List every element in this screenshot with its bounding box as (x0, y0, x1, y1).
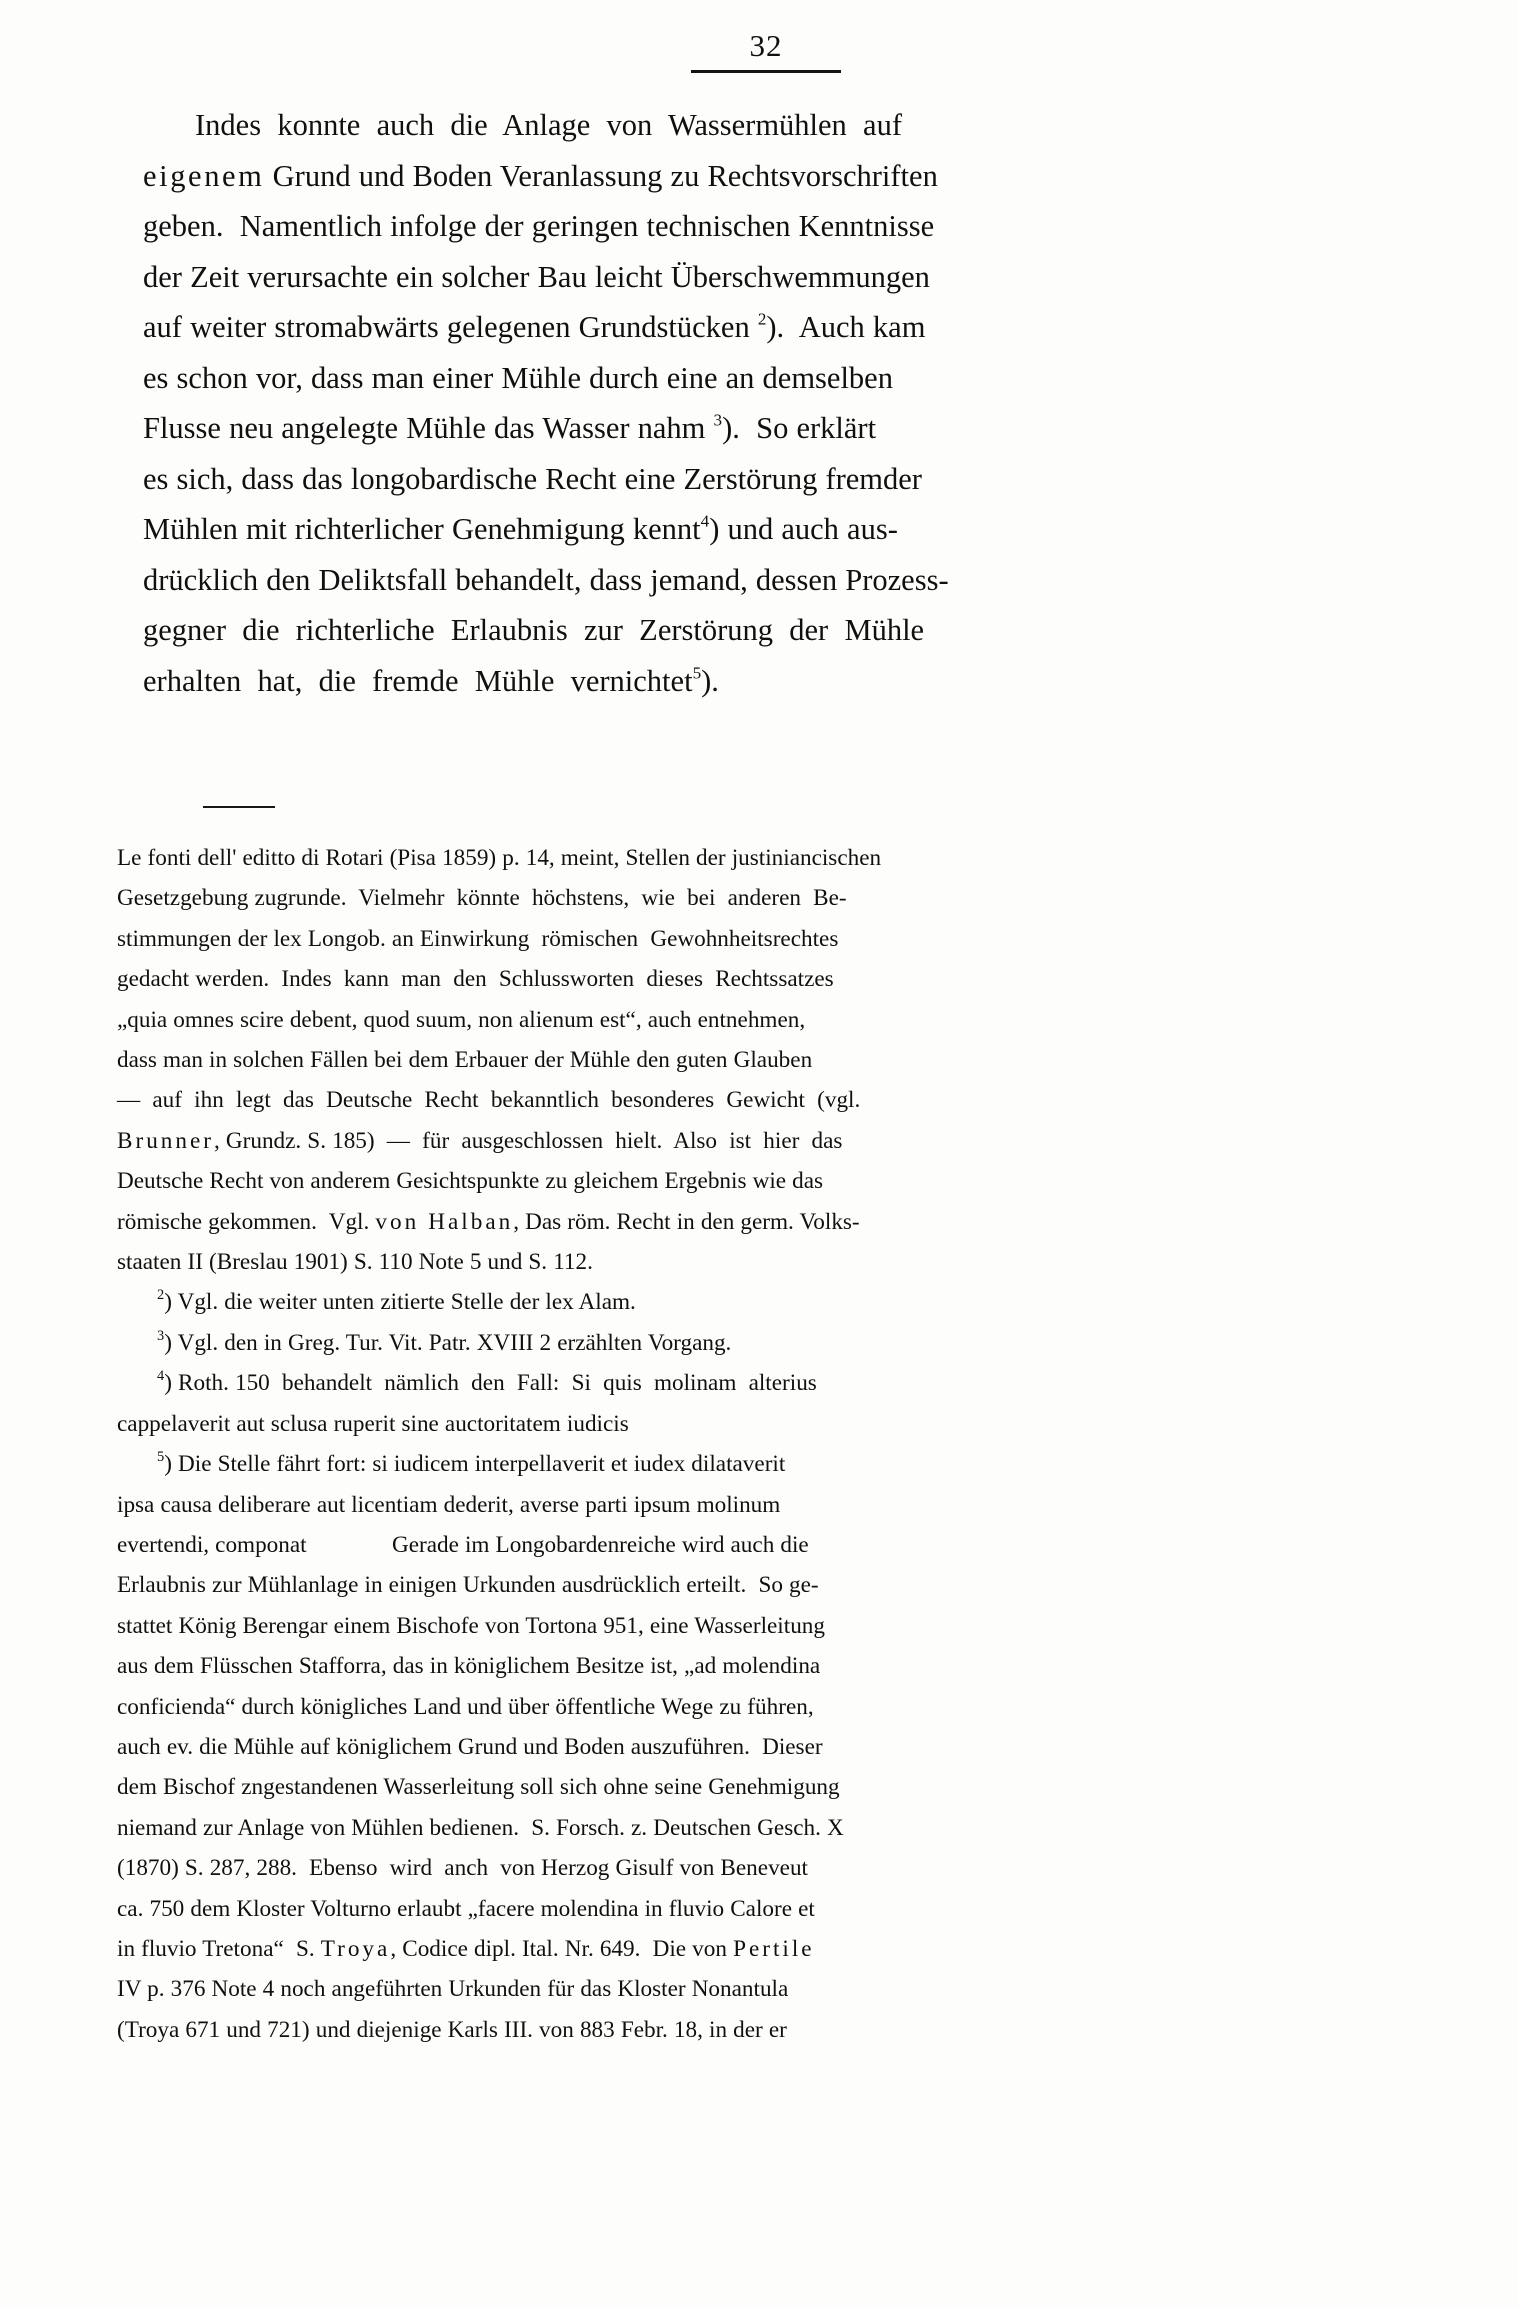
footnote-line: „quia omnes scire debent, quod suum, non alienum est“, auch entnehmen, (117, 1006, 806, 1033)
footnote-marker-3[interactable]: 3 (713, 410, 723, 430)
footnote-number-5: 5 (157, 1449, 165, 1466)
emphasized-name: Brunner (117, 1127, 214, 1154)
body-line: es schon vor, dass man einer Mühle durch eine an demselben (143, 360, 893, 395)
footnote-line: cappelaverit aut sclusa ruperit sine auctoritatem iudicis (117, 1410, 629, 1437)
emphasized-name: Troya (320, 1935, 391, 1962)
footnote-5 (117, 1444, 935, 2050)
footnote-line: auch ev. die Mühle auf königlichem Grund und Boden auszuführen. Dieser (117, 1733, 823, 1760)
emphasized-name: Pertile (733, 1935, 815, 1962)
footnote-line: Deutsche Recht von anderem Gesichtspunkte zu gleichem Ergebnis wie das (117, 1168, 824, 1195)
body-line: auf weiter stromabwärts gelegenen Grundstücken $^2$). Auch kam (143, 309, 926, 344)
footnote-line: $^5$) Die Stelle fährt fort: si iudicem interpellaverit et iudex dilataverit (157, 1449, 786, 1478)
body-paragraph (143, 100, 949, 706)
footnote-1 (117, 838, 935, 1282)
footnote-line: (Troya 671 und 721) und diejenige Karls III. von 883 Febr. 18, in der er (117, 2016, 787, 2043)
footnotes-block (117, 838, 935, 2050)
footnote-marker-4[interactable]: 4 (700, 511, 710, 531)
footnote-number-4: 4 (157, 1368, 165, 1385)
body-line: eigenem Grund und Boden Veranlassung zu Rechtsvorschriften (143, 158, 938, 193)
header-rule (691, 70, 841, 73)
body-line: Indes konnte auch die Anlage von Wassermühlen auf (195, 108, 902, 142)
footnote-line: dass man in solchen Fällen bei dem Erbauer der Mühle den guten Glauben (117, 1047, 813, 1074)
footnote-number-3: 3 (157, 1327, 165, 1344)
footnote-line: evertendi, componat Gerade im Longobardenreiche wird auch die (117, 1531, 809, 1558)
footnote-line: Erlaubnis zur Mühlanlage in einigen Urkunden ausdrücklich erteilt. So ge- (117, 1572, 819, 1599)
footnote-marker-5[interactable]: 5 (692, 663, 702, 683)
body-line: erhalten hat, die fremde Mühle vernichtet$^5$). (143, 663, 719, 698)
footnote-number-2: 2 (157, 1287, 165, 1304)
footnote-2 (117, 1282, 935, 1322)
footnote-line: IV p. 376 Note 4 noch angeführten Urkunden für das Kloster Nonantula (117, 1976, 789, 2003)
footnote-line: ipsa causa deliberare aut licentiam dederit, averse parti ipsum molinum (117, 1491, 781, 1518)
body-line: drücklich den Deliktsfall behandelt, dass jemand, dessen Prozess- (143, 562, 949, 597)
footnote-line: ca. 750 dem Kloster Volturno erlaubt „facere molendina in fluvio Calore et (117, 1895, 815, 1922)
footnote-4 (117, 1363, 935, 1444)
footnote-line: römische gekommen. Vgl. von Halban, Das röm. Recht in den germ. Volks- (117, 1208, 860, 1235)
footnote-line: Gesetzgebung zugrunde. Vielmehr könnte höchstens, wie bei anderen Be- (117, 885, 847, 912)
emphasized-word: eigenem (143, 158, 265, 193)
footnote-line: stimmungen der lex Longob. an Einwirkung römischen Gewohnheitsrechtes (117, 925, 839, 952)
footnote-marker-2[interactable]: 2 (757, 309, 767, 329)
body-line: der Zeit verursachte ein solcher Bau leicht Überschwemmungen (143, 259, 930, 294)
body-text-block (143, 100, 949, 706)
footnote-line: $^3$) Vgl. den in Greg. Tur. Vit. Patr. XVIII 2 erzählten Vorgang. (157, 1327, 732, 1356)
footnote-line: niemand zur Anlage von Mühlen bedienen. S. Forsch. z. Deutschen Gesch. X (117, 1814, 844, 1841)
emphasized-name: von Halban (375, 1208, 514, 1235)
footnote-line: stattet König Berengar einem Bischofe von Tortona 951, eine Wasserleitung (117, 1612, 825, 1639)
footnote-line: staaten II (Breslau 1901) S. 110 Note 5 und S. 112. (117, 1249, 593, 1276)
footnote-line: $^2$) Vgl. die weiter unten zitierte Stelle der lex Alam. (157, 1287, 636, 1316)
footnote-line: $^4$) Roth. 150 behandelt nämlich den Fall: Si quis molinam alterius (157, 1368, 817, 1397)
page-number: 32 (749, 28, 783, 63)
footnote-line: dem Bischof zngestandenen Wasserleitung soll sich ohne seine Genehmigung (117, 1774, 840, 1801)
footnote-line: gedacht werden. Indes kann man den Schlussworten dieses Rechtssatzes (117, 966, 834, 993)
footnote-3 (117, 1323, 935, 1363)
body-line: Flusse neu angelegte Mühle das Wasser nahm $^3$). So erklärt (143, 410, 877, 445)
footnote-separator-rule (203, 806, 275, 808)
page-header (0, 30, 1518, 73)
body-line: gegner die richterliche Erlaubnis zur Zerstörung der Mühle (143, 613, 925, 647)
footnote-line: conficienda“ durch königliches Land und über öffentliche Wege zu führen, (117, 1693, 814, 1720)
body-line: Mühlen mit richterlicher Genehmigung kennt$^4$) und auch aus- (143, 511, 898, 546)
footnote-line: in fluvio Tretona“ S. Troya, Codice dipl. Ital. Nr. 649. Die von Pertile (117, 1935, 815, 1962)
body-line: es sich, dass das longobardische Recht eine Zerstörung fremder (143, 461, 922, 496)
footnote-line: (1870) S. 287, 288. Ebenso wird anch von Herzog Gisulf von Beneveut (117, 1855, 808, 1882)
footnote-line: Brunner, Grundz. S. 185) — für ausgeschlossen hielt. Also ist hier das (117, 1127, 843, 1154)
footnote-line: Le fonti dell' editto di Rotari (Pisa 1859) p. 14, meint, Stellen der justiniancischen (117, 845, 882, 871)
body-line: geben. Namentlich infolge der geringen technischen Kenntnisse (143, 209, 935, 243)
footnote-line: — auf ihn legt das Deutsche Recht bekanntlich besonderes Gewicht (vgl. (117, 1087, 861, 1114)
footnote-line: aus dem Flüsschen Stafforra, das in königlichem Besitze ist, „ad molendina (117, 1653, 821, 1680)
